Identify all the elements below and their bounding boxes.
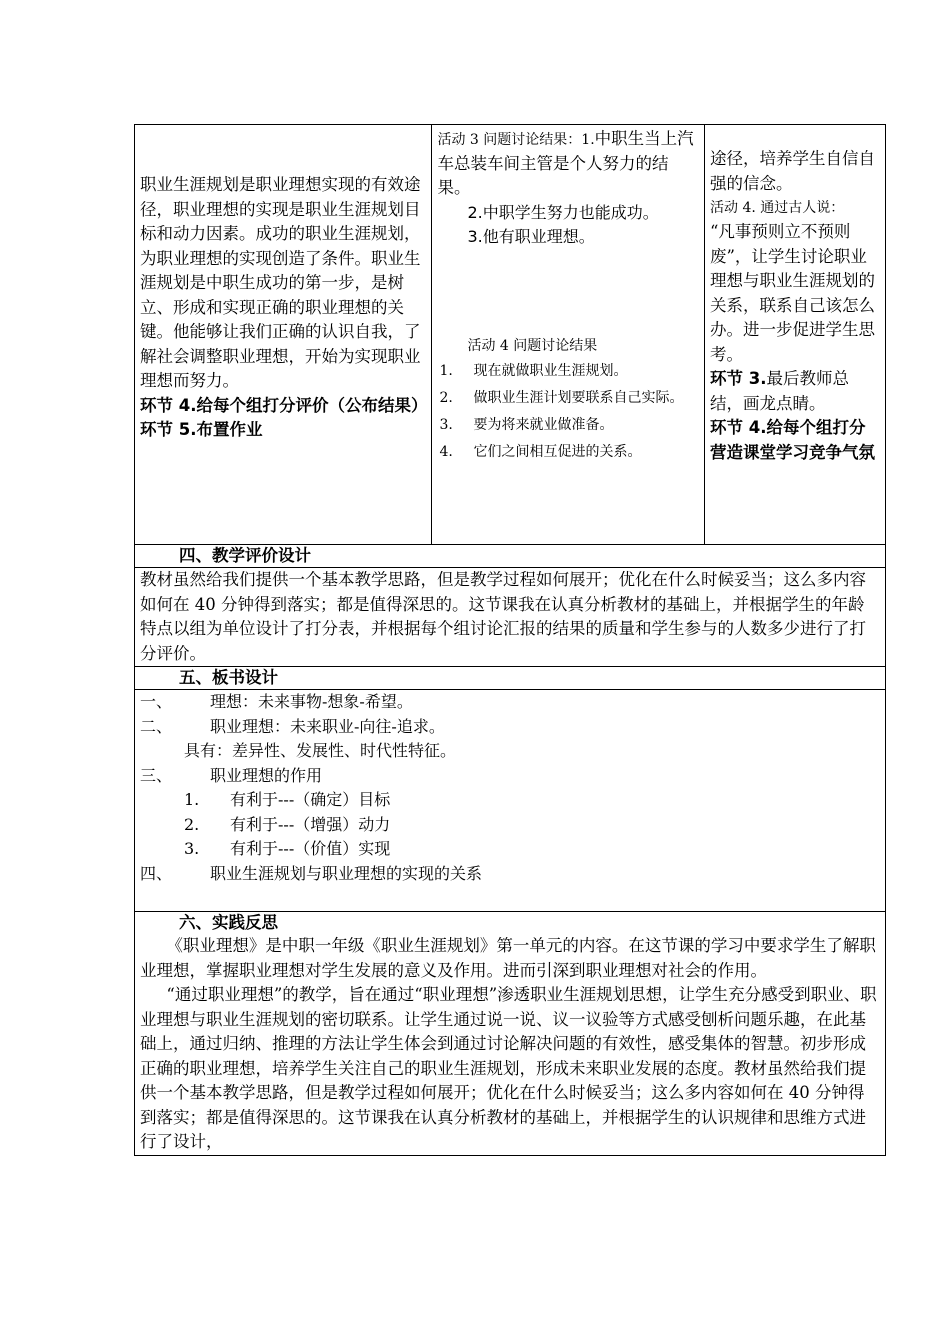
list-item [437,439,699,466]
activity3-item3: 3.他有职业理想。 [467,227,595,246]
section5-body-row [135,690,886,912]
board-line1 [140,690,880,715]
list-item-text: 有利于---（价值）实现 [230,839,391,858]
career-planning-paragraph: 职业生涯规划是职业理想实现的有效途径，职业理想的实现是职业生涯规划目标和动力因素。成功的职业生涯规划，为职业理想的实现创造了条件。职业生涯规划是中职生成功的第一步，是树立、形成和实现正确的职业理想的关键。他能够让我们正确的认识自我，了解社会调整职业理想，开始为实现职业理想而努力。 [140,175,421,390]
list-item-text: 有利于---（增强）动力 [230,814,391,834]
lesson-plan-table [134,124,886,1156]
list-item-number: 1. [184,790,200,809]
activity3-item2: 2.中职学生努力也能成功。 [467,202,659,222]
list-item-number: 4. [439,443,453,460]
step3-intent [710,367,880,416]
section5-title: 五、板书设计 [135,667,886,690]
board-line2 [140,715,880,740]
activity3-line1: 中职生当上汽车总装车间主管是个人努力的结果。 [437,129,694,197]
section4-body-row [135,568,886,667]
board-line2-mark: 二、 [140,716,173,736]
activity4-intent-text: “凡事预则立不预则废”，让学生讨论职业理想与职业生涯规划的关系，联系自己该怎么办。进一步促进学生思考。 [710,222,875,364]
activity3-result [437,127,699,201]
student-activity-cell [432,125,705,545]
board-line1-mark: 一、 [140,692,173,711]
reflection-para1: 《职业理想》是中职一年级《职业生涯规划》第一单元的内容。在这节课的学习中要求学生了解职业理想，掌握职业理想对学生发展的意义及作用。进而引深到职业理想对社会的作用。 [140,936,876,980]
section6-row [135,912,886,1156]
activity3-prefix: 活动 3 问题讨论结果：1. [437,132,595,148]
reflection-para2: “通过职业理想”的教学，旨在通过“职业理想”渗透职业生涯规划思想，让学生充分感受到职业、职业理想与职业生涯规划的密切联系。让学生通过说一说、议一议验等方式感受刨析问题乐趣，在此基础上，通过归纳、推理的方法让学生体会到通过讨论解决问题的有效性，感受集体的智慧。初步形成正确的职业理想，培养学生关注自己的职业生涯规划，形成未来职业发展的态度。教材虽然给我们提供一个基本教学思路，但是教学过程如何展开；优化在什么时候妥当；这么多内容如何在 40 分钟得到落实；都是值得深思的。这节课我在认真分析教材的基础上，并根据学生的认识规律和思维方式进行了设计， [140,985,877,1151]
board-line4-text: 职业生涯规划与职业理想的实现的关系 [210,863,483,883]
board-line2-text: 职业理想：未来职业-向往-追求。 [210,716,445,736]
list-item-text: 做职业生涯计划要联系自己实际。 [473,389,684,406]
teaching-process-row [135,125,886,545]
section4-title-row [135,545,886,568]
list-item-text: 现在就做职业生涯规划。 [473,362,628,379]
design-intent-cell [705,125,886,545]
list-item-number: 2. [184,814,200,834]
activity4-intent-label: 活动 4. 通过古人说： [710,200,845,216]
board-line2-sub: 具有：差异性、发展性、时代性特征。 [184,741,457,760]
step3-text: 最后教师总结，画龙点睛。 [710,369,849,413]
list-item-number: 3. [184,839,200,858]
board-line3 [140,764,880,789]
blackboard-design [135,690,886,912]
board-line1-text: 理想：未来事物-想象-希望。 [210,692,413,711]
board-line4 [140,862,880,887]
content-cell [135,125,432,545]
activity4-list [437,358,699,466]
list-item-text: 要为将来就业做准备。 [473,416,614,433]
activity4-title: 活动 4 问题讨论结果 [467,337,598,354]
lesson-plan-page [134,124,886,1156]
section6-title: 六、实践反思 [179,913,278,932]
section4-title: 四、教学评价设计 [135,545,886,568]
board-line3-mark: 三、 [140,765,173,785]
step4-label: 环节 4.给每个组打分评价（公布结果） [140,395,428,415]
list-item [437,358,699,385]
step4-intent: 环节 4.给每个组打分营造课堂学习竞争气氛 [710,418,875,462]
list-item-number: 2. [439,389,453,406]
list-item [140,788,880,813]
list-item-number: 3. [439,416,453,433]
list-item-text: 它们之间相互促进的关系。 [473,443,642,460]
list-item [437,385,699,412]
list-item-text: 有利于---（确定）目标 [230,790,391,809]
step5-label: 环节 5.布置作业 [140,420,263,439]
list-item [140,813,880,838]
list-item [140,837,880,862]
intent-text1: 途径，培养学生自信自强的信念。 [710,149,875,193]
reflection-cell [135,912,886,1156]
list-item-number: 1. [439,362,453,379]
step3-prefix: 环节 3. [710,369,767,388]
section5-title-row [135,667,886,690]
board-line4-mark: 四、 [140,863,173,883]
board-line3-text: 职业理想的作用 [210,765,323,785]
section4-body: 教材虽然给我们提供一个基本教学思路，但是教学过程如何展开；优化在什么时候妥当；这么多内容如何在 40 分钟得到落实；都是值得深思的。这节课我在认真分析教材的基础上，并根据学生的年龄特点以组为单位设计了打分表，并根据每个组讨论汇报的结果的质量和学生参与的人数多少进行了打分评价。 [135,568,886,667]
list-item [437,412,699,439]
